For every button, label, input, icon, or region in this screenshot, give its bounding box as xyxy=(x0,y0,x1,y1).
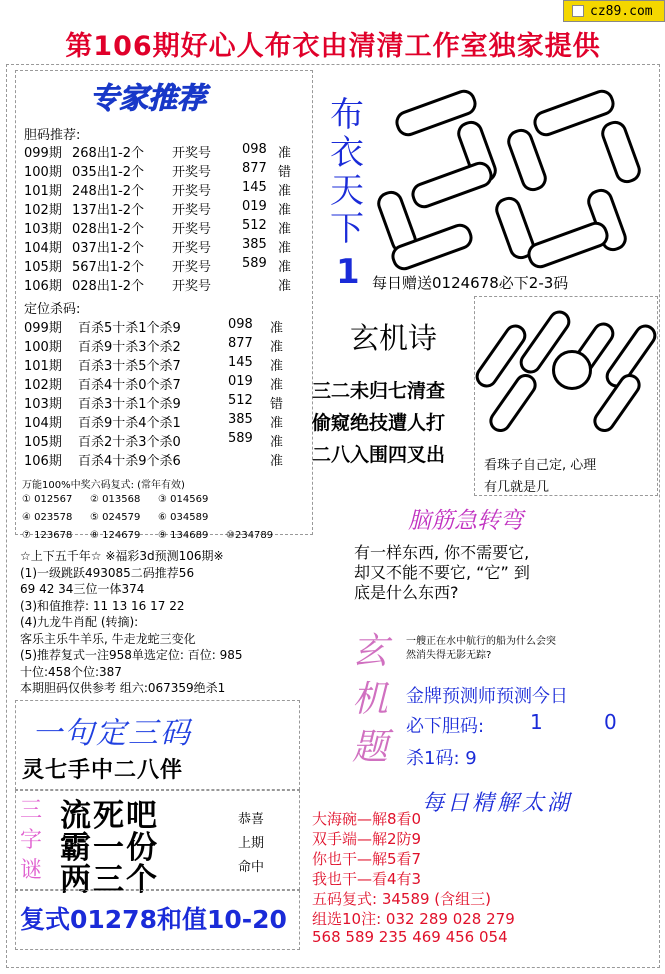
prediction-line: 本期胆码仅供参考 组六:067359绝杀1 xyxy=(20,681,226,695)
badge-square-icon xyxy=(572,5,584,17)
dan-row xyxy=(0,161,300,179)
dan-cell: 098 xyxy=(242,142,267,157)
dan-cell: 准 xyxy=(278,241,292,256)
dan-title: 胆码推荐: xyxy=(24,128,81,143)
kill-cell: 错 xyxy=(270,397,284,412)
dan-row xyxy=(0,199,300,217)
taihu-line: 五码复式: 34589 (含组三) xyxy=(312,890,492,908)
dan-cell: 准 xyxy=(278,203,292,218)
dan-cell: 877 xyxy=(242,161,267,176)
dan-cell: 035出1-2个 xyxy=(72,165,145,180)
kill-cell: 百杀2十杀3个杀0 xyxy=(78,435,181,450)
taihu-line: 组选10注: 032 289 028 279 xyxy=(312,910,515,928)
wanneng-item: ⑦ 123678 xyxy=(22,530,73,541)
prediction-line: (4)九龙牛肖配 (转摘): xyxy=(20,615,139,629)
wanneng-item: ② 013568 xyxy=(90,494,141,505)
dan-cell: 开奖号 xyxy=(172,260,212,275)
dan-row xyxy=(0,256,300,274)
dan-row xyxy=(0,180,300,198)
dan-cell: 137出1-2个 xyxy=(72,203,145,218)
kill-cell: 106期 xyxy=(24,454,62,469)
sanzi-line-3: 两三个 xyxy=(60,862,159,898)
kill-cell: 098 xyxy=(228,317,253,332)
dan-cell: 开奖号 xyxy=(172,279,212,294)
kill-cell: 512 xyxy=(228,393,253,408)
jinpai-kill: 杀1码: 9 xyxy=(406,748,477,769)
kill-row xyxy=(0,336,300,354)
kill-cell: 145 xyxy=(228,355,253,370)
jinpai-dan-2: 0 xyxy=(604,710,617,734)
brain-q3: 底是什么东西? xyxy=(354,583,459,602)
kill-row xyxy=(0,450,300,468)
taihu-title: 每日精解太湖 xyxy=(422,791,573,816)
wanneng-item: ⑥ 034589 xyxy=(158,512,209,523)
prediction-line: ☆上下五千年☆ ※福彩3d预测106期※ xyxy=(20,549,224,563)
kill-cell: 877 xyxy=(228,336,253,351)
brain-q2: 却又不能不要它, “它” 到 xyxy=(354,563,530,582)
wanneng-item: ⑤ 024579 xyxy=(90,512,141,523)
kill-cell: 准 xyxy=(270,321,284,336)
dan-cell: 准 xyxy=(278,279,292,294)
wanneng-item: ⑩234789 xyxy=(226,530,274,541)
kill-cell: 准 xyxy=(270,416,284,431)
sanzi-line-1: 流死吧 xyxy=(60,798,159,834)
taihu-line: 你也干—解5看7 xyxy=(312,850,422,868)
kill-row xyxy=(0,355,300,373)
kill-row xyxy=(0,431,300,449)
buyi-caption: 每日赠送0124678必下2-3码 xyxy=(372,274,569,292)
dan-cell: 028出1-2个 xyxy=(72,222,145,237)
poem-title: 玄机诗 xyxy=(350,321,438,355)
taihu-line: 568 589 235 469 456 054 xyxy=(312,928,508,946)
wanneng-item: ⑨ 134689 xyxy=(158,530,209,541)
wanneng-item: ③ 014569 xyxy=(158,494,209,505)
dan-cell: 103期 xyxy=(24,222,62,237)
badge-text: cz89.com xyxy=(590,3,653,19)
kill-cell: 准 xyxy=(270,340,284,355)
kill-row xyxy=(0,374,300,392)
fushi-text: 复式01278和值10-20 xyxy=(20,905,287,934)
dan-cell: 准 xyxy=(278,260,292,275)
kill-cell: 019 xyxy=(228,374,253,389)
kill-cell: 准 xyxy=(270,454,284,469)
digit-20-image xyxy=(372,92,656,268)
dan-cell: 106期 xyxy=(24,279,62,294)
kill-cell: 103期 xyxy=(24,397,62,412)
prediction-line: (1)一级跳跃493085二码推荐56 xyxy=(20,565,195,580)
kill-cell: 百杀4十杀9个杀6 xyxy=(78,454,181,469)
jinpai-title: 金牌预测师预测今日 xyxy=(406,686,568,707)
dan-cell: 开奖号 xyxy=(172,146,212,161)
kill-row xyxy=(0,393,300,411)
kill-cell: 百杀4十杀0个杀7 xyxy=(78,378,181,393)
kill-cell: 101期 xyxy=(24,359,62,374)
dan-cell: 268出1-2个 xyxy=(72,146,145,161)
kill-cell: 100期 xyxy=(24,340,62,355)
prediction-line: 69 42 34三位一体374 xyxy=(20,582,145,596)
wanneng-title: 万能100%中奖六码复式: (常年有效) xyxy=(22,480,185,491)
site-badge[interactable] xyxy=(563,0,665,22)
brain-q1: 有一样东西, 你不需要它, xyxy=(354,543,530,562)
jinpai-dan-1: 1 xyxy=(530,710,543,734)
kill-row xyxy=(0,317,300,335)
prediction-line: (5)推荐复式一注958单选定位: 百位: 985 xyxy=(20,648,243,662)
page-title: 第106期好心人布衣由清清工作室独家提供 xyxy=(65,31,601,62)
prediction-line: 客乐主乐牛羊乐, 牛走龙蛇三变化 xyxy=(20,631,196,646)
wanneng-item: ① 012567 xyxy=(22,494,73,505)
dan-cell: 105期 xyxy=(24,260,62,275)
dan-cell: 准 xyxy=(278,222,292,237)
dan-cell: 100期 xyxy=(24,165,62,180)
kill-cell: 105期 xyxy=(24,435,62,450)
expert-title: 专家推荐 xyxy=(90,81,207,115)
kill-cell: 099期 xyxy=(24,321,62,336)
kill-cell: 百杀3十杀5个杀7 xyxy=(78,359,181,374)
kill-cell: 104期 xyxy=(24,416,62,431)
dan-cell: 099期 xyxy=(24,146,62,161)
dan-cell: 开奖号 xyxy=(172,241,212,256)
xuanji-vertical: 玄机题 xyxy=(352,631,389,768)
buyi-number: 1 xyxy=(336,252,360,292)
dan-cell: 145 xyxy=(242,180,267,195)
wanneng-item: ⑧ 124679 xyxy=(90,530,141,541)
poem-caption-2: 有几就是几 xyxy=(484,480,550,495)
dan-cell: 开奖号 xyxy=(172,203,212,218)
taihu-line: 双手端—解2防9 xyxy=(312,830,422,848)
dan-cell: 开奖号 xyxy=(172,165,212,180)
sanzi-side-1: 恭喜 xyxy=(238,812,265,827)
dan-cell: 019 xyxy=(242,199,267,214)
dan-cell: 512 xyxy=(242,218,267,233)
dan-cell: 开奖号 xyxy=(172,184,212,199)
dan-cell: 589 xyxy=(242,256,267,271)
yiju-title: 一句定三码 xyxy=(32,716,192,751)
kill-cell: 百杀3十杀1个杀9 xyxy=(78,397,181,412)
prediction-line: (3)和值推荐: 11 13 16 17 22 xyxy=(20,598,185,613)
wanneng-item: ④ 023578 xyxy=(22,512,73,523)
buyi-vertical: 布衣天下 xyxy=(330,95,364,249)
kill-row xyxy=(0,412,300,430)
kill-cell: 百杀5十杀1个杀9 xyxy=(78,321,181,336)
dan-row xyxy=(0,218,300,236)
kill-cell: 385 xyxy=(228,412,253,427)
poem-line-3: 二八入围四叉出 xyxy=(312,444,446,466)
kill-cell: 准 xyxy=(270,378,284,393)
dan-cell: 385 xyxy=(242,237,267,252)
poem-line-2: 偷窥绝技遭人打 xyxy=(312,412,446,434)
sanzi-side-2: 上期 xyxy=(238,836,265,851)
kill-cell: 589 xyxy=(228,431,253,446)
dan-cell: 准 xyxy=(278,184,292,199)
dan-cell: 101期 xyxy=(24,184,62,199)
kill-cell: 百杀9十杀4个杀1 xyxy=(78,416,181,431)
taihu-line: 我也干—看4有3 xyxy=(312,870,422,888)
dan-cell: 567出1-2个 xyxy=(72,260,145,275)
poem-line-1: 三二未归七清查 xyxy=(312,380,446,402)
kill-title: 定位杀码: xyxy=(24,302,81,317)
prediction-line: 十位:458个位:387 xyxy=(20,664,122,679)
kill-cell: 102期 xyxy=(24,378,62,393)
sanzi-line-2: 霸一份 xyxy=(60,830,159,866)
taihu-line: 大海碗—解8看0 xyxy=(312,810,422,828)
dan-row xyxy=(0,237,300,255)
kill-cell: 准 xyxy=(270,359,284,374)
dan-cell: 102期 xyxy=(24,203,62,218)
dan-cell: 248出1-2个 xyxy=(72,184,145,199)
dan-cell: 准 xyxy=(278,146,292,161)
xuanji-q2: 然消失得无影无踪? xyxy=(406,650,492,661)
yiju-text: 灵七手中二八伴 xyxy=(22,758,184,783)
kill-cell: 百杀9十杀3个杀2 xyxy=(78,340,181,355)
dan-cell: 104期 xyxy=(24,241,62,256)
brain-title: 脑筋急转弯 xyxy=(408,508,523,534)
dan-row xyxy=(0,275,300,293)
jinpai-dan-label: 必下胆码: xyxy=(406,716,485,737)
poem-caption-1: 看珠子自己定, 心理 xyxy=(484,458,597,473)
kill-cell: 准 xyxy=(270,435,284,450)
dan-cell: 开奖号 xyxy=(172,222,212,237)
dan-cell: 037出1-2个 xyxy=(72,241,145,256)
dan-cell: 错 xyxy=(278,165,292,180)
sanzi-side-3: 命中 xyxy=(238,860,265,875)
dan-cell: 028出1-2个 xyxy=(72,279,145,294)
sanzi-vertical: 三字谜 xyxy=(20,798,43,883)
xuanji-q1: 一艘正在水中航行的船为什么会突 xyxy=(406,636,556,647)
dan-row xyxy=(0,142,300,160)
beads-image xyxy=(482,300,652,440)
